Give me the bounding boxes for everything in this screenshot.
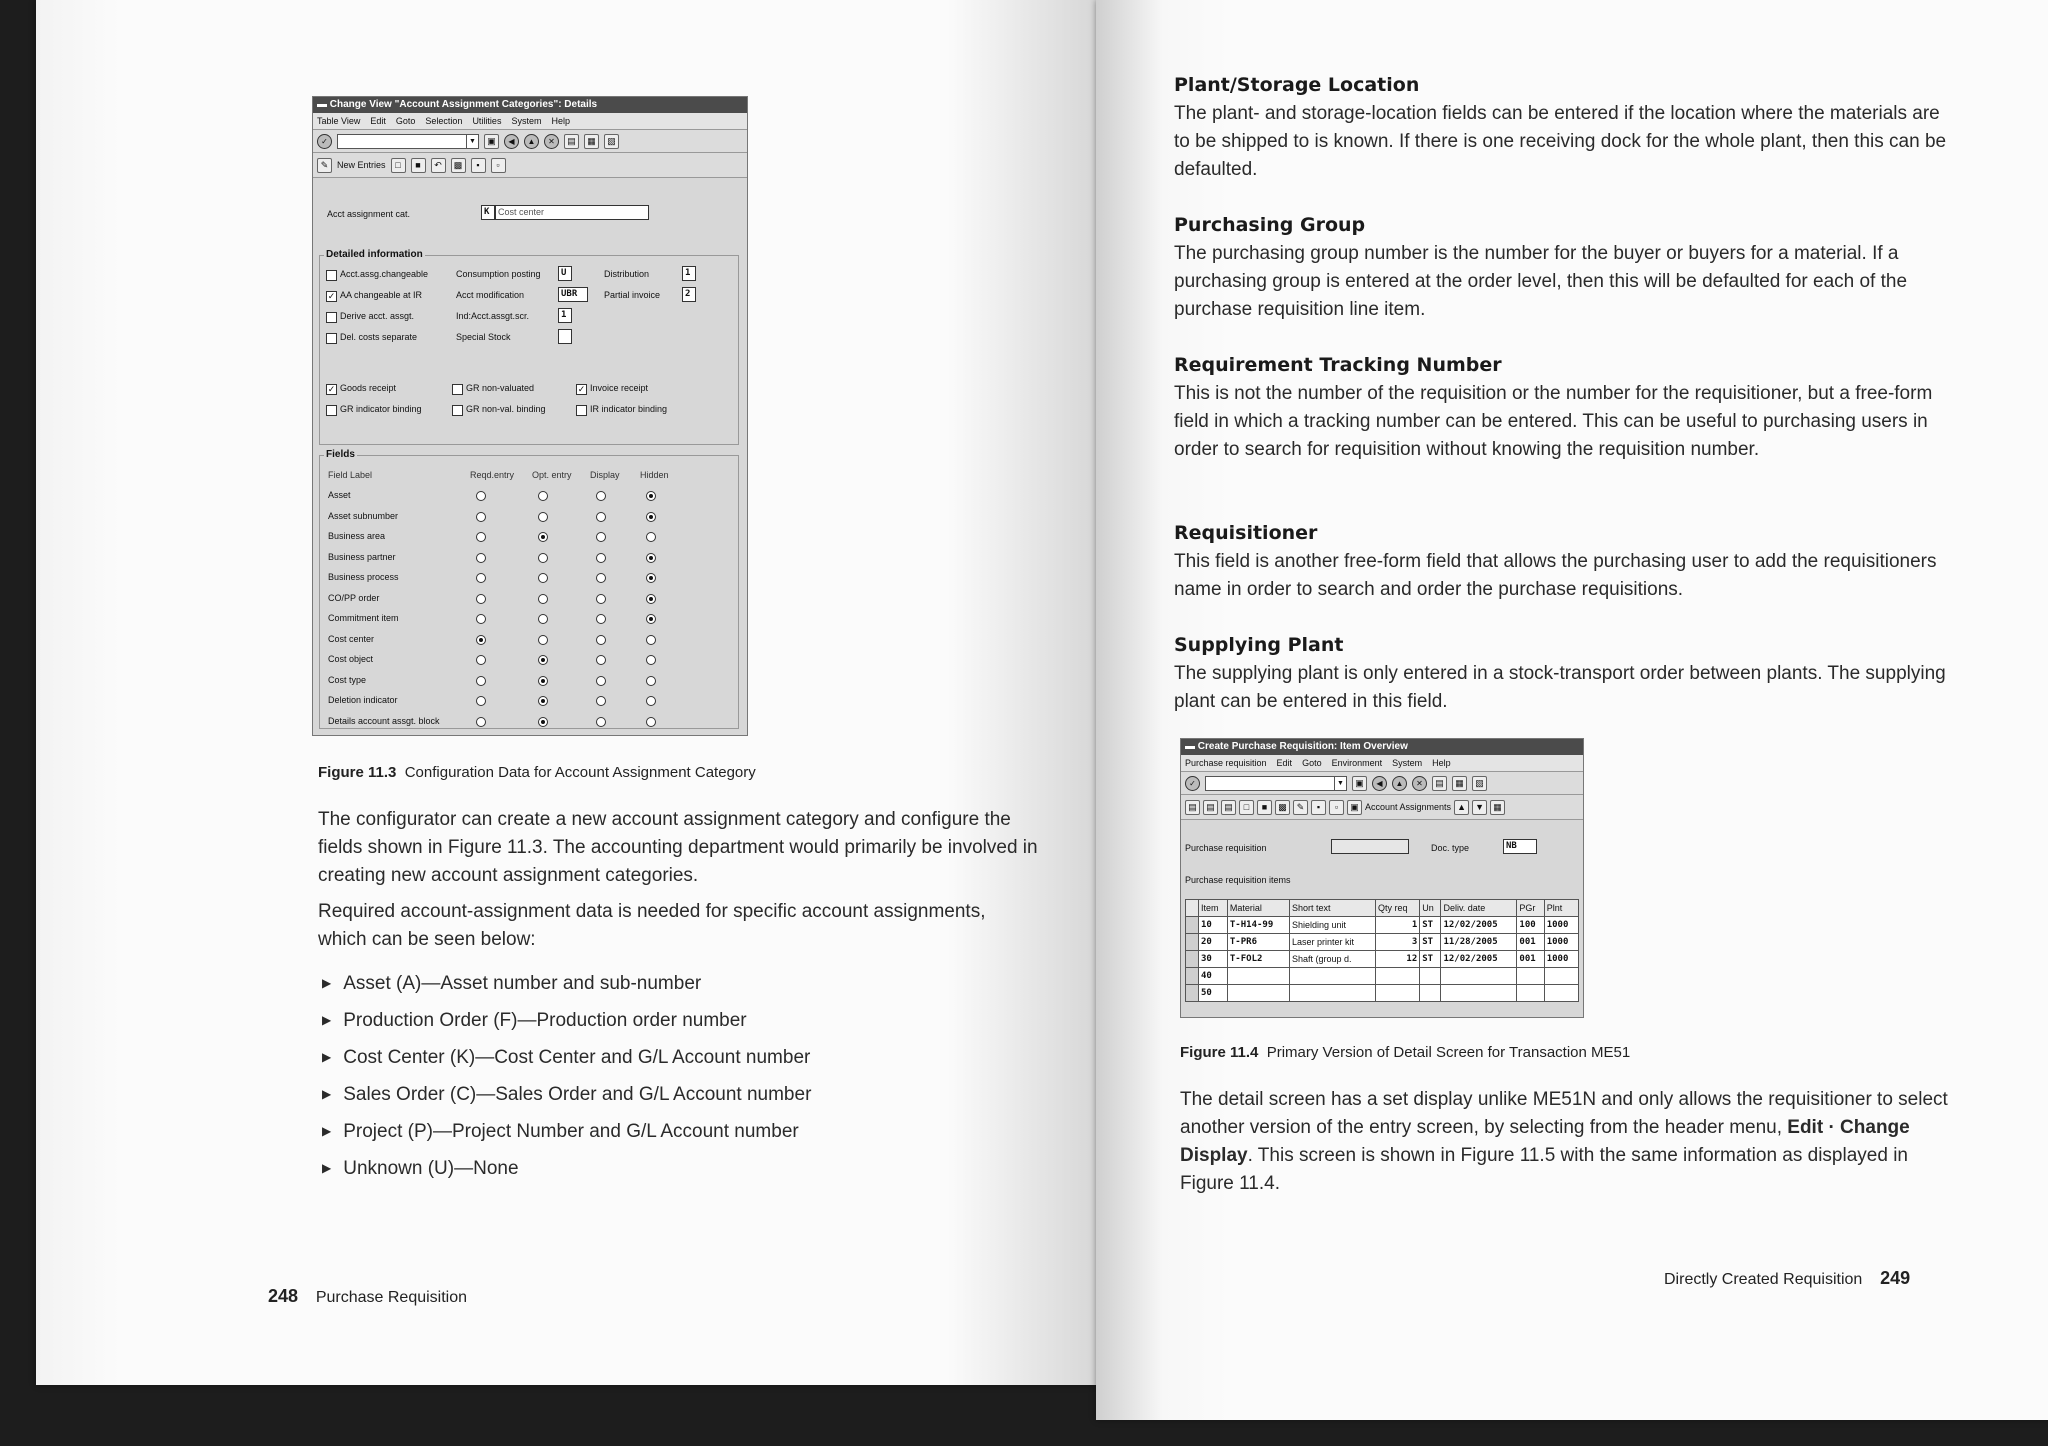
field-row-label: Business process xyxy=(328,572,399,582)
standard-toolbar xyxy=(313,130,747,153)
table-cell[interactable] xyxy=(1517,985,1544,1002)
field-row-label: Cost center xyxy=(328,633,375,644)
closing-text-start: The detail screen has a set display unlike ME51N and only allows the requisitioner to select another version of the entry screen, by selecting from the header menu, xyxy=(1180,1089,1948,1138)
radio-button[interactable] xyxy=(596,532,606,542)
menu-bar xyxy=(1181,755,1583,772)
field-label: Distribution xyxy=(604,269,650,279)
checkbox[interactable]: ✓ xyxy=(327,384,336,394)
menu-item[interactable]: Utilities xyxy=(472,116,502,126)
radio-button[interactable] xyxy=(646,655,656,665)
column-header: Material xyxy=(1227,900,1289,917)
checkbox[interactable] xyxy=(326,312,337,323)
field-label: Acct modification xyxy=(456,290,525,300)
column-header: Reqd.entry xyxy=(470,470,515,480)
table-cell[interactable]: T-PR6 xyxy=(1227,934,1289,951)
section-heading: Purchasing Group xyxy=(1174,214,1366,236)
field-value[interactable] xyxy=(558,329,572,344)
caption-text: Configuration Data for Account Assignment Category xyxy=(404,764,756,781)
radio-button[interactable] xyxy=(476,614,486,624)
checkbox-label: Invoice receipt xyxy=(590,383,649,393)
table-cell[interactable]: Laser printer kit xyxy=(1289,934,1375,951)
table-cell[interactable]: Shaft (group d. xyxy=(1289,951,1375,968)
radio-button[interactable] xyxy=(476,655,486,665)
field-value[interactable]: 1 xyxy=(682,266,696,281)
section-text: This is not the number of the requisition or the number for the requisitioner, but a free-form field in which a tracking number can be entered. This can be useful to purchasing users in order to search for requisition without knowing the requisition number. xyxy=(1174,383,1933,460)
radio-button[interactable] xyxy=(646,553,656,563)
radio-button[interactable] xyxy=(646,717,656,727)
fields-group xyxy=(319,449,739,729)
table-cell[interactable]: 12/02/2005 xyxy=(1441,951,1517,968)
delete-icon[interactable]: ■ xyxy=(411,158,426,173)
table-cell[interactable]: 50 xyxy=(1199,985,1228,1002)
radio-button[interactable] xyxy=(646,614,656,624)
app-toolbar xyxy=(1181,795,1583,820)
column-header: Item xyxy=(1199,900,1228,917)
checkbox-label: Acct.assg.changeable xyxy=(340,269,429,279)
select-column-header[interactable] xyxy=(1186,900,1199,917)
purchase-requisition-field[interactable] xyxy=(1331,839,1409,854)
find-next-icon[interactable]: ▧ xyxy=(604,134,619,149)
layout-icon[interactable]: ▦ xyxy=(1490,800,1505,815)
table-row[interactable] xyxy=(1186,934,1579,951)
menu-item[interactable]: Goto xyxy=(1302,758,1322,768)
table-cell[interactable]: 1000 xyxy=(1544,934,1578,951)
column-header: Field Label xyxy=(328,470,373,480)
radio-button[interactable] xyxy=(538,635,548,645)
field-row-label: Asset xyxy=(328,490,351,500)
radio-button[interactable] xyxy=(646,532,656,542)
left-folio xyxy=(268,1286,467,1307)
exit-icon[interactable]: ▲ xyxy=(524,134,539,149)
checkbox-label: GR non-valuated xyxy=(466,383,535,393)
print-icon[interactable]: ▤ xyxy=(1432,776,1447,791)
dropdown-icon[interactable]: ▼ xyxy=(466,135,478,148)
radio-button[interactable] xyxy=(538,717,548,727)
column-header: Deliv. date xyxy=(1441,900,1517,917)
window-title: ▬ Change View "Account Assignment Categories": Details xyxy=(313,97,747,113)
new-entries-button[interactable]: New Entries xyxy=(337,160,386,170)
radio-button[interactable] xyxy=(538,532,548,542)
radio-button[interactable] xyxy=(538,655,548,665)
radio-button[interactable] xyxy=(476,594,486,604)
table-cell[interactable]: 001 xyxy=(1517,951,1544,968)
table-cell[interactable]: 100 xyxy=(1517,917,1544,934)
list-item: ▶ Production Order (F)—Production order number xyxy=(322,1003,1042,1040)
table-cell[interactable]: 10 xyxy=(1199,917,1228,934)
checkbox-label: Derive acct. assgt. xyxy=(340,311,415,321)
menu-item[interactable]: Selection xyxy=(425,116,463,126)
caption-label: Figure 11.4 xyxy=(1180,1044,1259,1061)
print-icon[interactable]: ▤ xyxy=(564,134,579,149)
caption-text: Primary Version of Detail Screen for Transaction ME51 xyxy=(1266,1044,1631,1061)
row-selector[interactable] xyxy=(1186,917,1199,934)
column-header: Qty req xyxy=(1375,900,1419,917)
deselect-icon[interactable]: ▫ xyxy=(491,158,506,173)
menu-bar xyxy=(313,113,747,130)
back-icon[interactable]: ◀ xyxy=(504,134,519,149)
header-icon[interactable]: ▤ xyxy=(1185,800,1200,815)
table-cell[interactable] xyxy=(1289,968,1375,985)
table-cell[interactable]: T-H14-99 xyxy=(1227,917,1289,934)
field-value[interactable]: UBR xyxy=(558,287,588,302)
radio-button[interactable] xyxy=(476,696,486,706)
list-item: ▶ Unknown (U)—None xyxy=(322,1151,1042,1188)
field-row-label: Cost object xyxy=(328,654,374,664)
list-item: ▶ Asset (A)—Asset number and sub-number xyxy=(322,966,1042,1003)
save-icon[interactable]: ▣ xyxy=(484,134,499,149)
radio-button[interactable] xyxy=(646,573,656,583)
exit-icon[interactable]: ▲ xyxy=(1392,776,1407,791)
menu-item[interactable]: Edit xyxy=(370,116,386,126)
menu-item[interactable]: Help xyxy=(1432,758,1451,768)
enter-icon[interactable]: ✓ xyxy=(1185,776,1200,791)
change-icon[interactable]: ✎ xyxy=(317,158,332,173)
table-cell[interactable]: 1000 xyxy=(1544,951,1578,968)
figure-11-3-window xyxy=(312,96,748,736)
checkbox[interactable]: ✓ xyxy=(577,384,586,394)
field-label: Consumption posting xyxy=(456,269,541,279)
table-cell[interactable]: 30 xyxy=(1199,951,1228,968)
radio-button[interactable] xyxy=(538,614,548,624)
column-header: Opt. entry xyxy=(532,470,572,480)
column-header: Plnt xyxy=(1544,900,1578,917)
table-cell[interactable]: 1 xyxy=(1375,917,1419,934)
checkbox-label: GR indicator binding xyxy=(340,404,422,414)
table-cell[interactable]: 1000 xyxy=(1544,917,1578,934)
table-cell[interactable]: 12/02/2005 xyxy=(1441,917,1517,934)
field-label: Ind:Acct.assgt.scr. xyxy=(456,311,530,321)
hierarchy-icon[interactable]: ▲ xyxy=(1454,800,1469,815)
row-selector[interactable] xyxy=(1186,985,1199,1002)
chart-icon[interactable]: ▫ xyxy=(1329,800,1344,815)
checkbox[interactable] xyxy=(452,384,463,395)
command-field[interactable] xyxy=(1205,776,1347,791)
table-row[interactable] xyxy=(1186,917,1579,934)
field-row-label: CO/PP order xyxy=(328,592,380,603)
checkbox-label: Goods receipt xyxy=(340,383,397,393)
radio-button[interactable] xyxy=(646,676,656,686)
radio-button[interactable] xyxy=(646,635,656,645)
radio-button[interactable] xyxy=(596,655,606,665)
radio-button[interactable] xyxy=(596,717,606,727)
edit-icon[interactable]: ✎ xyxy=(1293,800,1308,815)
table-cell[interactable] xyxy=(1375,985,1419,1002)
column-header: Short text xyxy=(1289,900,1375,917)
fields-title: Fields xyxy=(326,449,355,460)
radio-button[interactable] xyxy=(596,491,606,501)
radio-button[interactable] xyxy=(476,717,486,727)
table-cell[interactable] xyxy=(1420,985,1441,1002)
field-row-label: Cost type xyxy=(328,674,367,685)
section-heading: Requisitioner xyxy=(1174,522,1318,544)
radio-button[interactable] xyxy=(538,676,548,686)
field-value[interactable]: U xyxy=(558,266,572,281)
column-header: PGr xyxy=(1517,900,1544,917)
table-cell[interactable]: T-FOL2 xyxy=(1227,951,1289,968)
checkbox-label: GR non-val. binding xyxy=(466,404,546,414)
checkbox-label: IR indicator binding xyxy=(590,404,668,414)
section-text: The plant- and storage-location fields can be entered if the location where the materials are to be shipped to is known. If there is one receiving dock for the whole plant, then this can be defaulted. xyxy=(1174,103,1947,180)
window-title: ▬ Create Purchase Requisition: Item Overview xyxy=(1181,739,1583,755)
paragraph-1: The configurator can create a new account assignment category and configure the fields shown in Figure 11.3. The accounting department would primarily be involved in creating new account assignment categories. xyxy=(318,809,1038,886)
menu-item[interactable]: Edit xyxy=(1276,758,1293,768)
radio-button[interactable] xyxy=(596,614,606,624)
cancel-icon[interactable]: ✕ xyxy=(1412,776,1427,791)
section-heading: Plant/Storage Location xyxy=(1174,74,1420,96)
list-item: ▶ Cost Center (K)—Cost Center and G/L Account number xyxy=(322,1040,1042,1077)
checkbox-label: Del. costs separate xyxy=(340,332,418,342)
table-cell[interactable]: ST xyxy=(1420,951,1441,968)
radio-button[interactable] xyxy=(476,573,486,583)
table-row[interactable] xyxy=(1186,985,1579,1002)
table-cell[interactable] xyxy=(1517,968,1544,985)
checkbox[interactable]: ✓ xyxy=(327,291,336,301)
right-page xyxy=(1096,0,2048,1420)
menu-item[interactable]: System xyxy=(511,116,542,126)
copy-icon[interactable]: ▩ xyxy=(1275,800,1290,815)
item-icon[interactable]: ▤ xyxy=(1203,800,1218,815)
table-cell[interactable] xyxy=(1420,968,1441,985)
paragraph-2: Required account-assignment data is needed for specific account assignments, which can be seen below: xyxy=(318,901,986,950)
radio-button[interactable] xyxy=(538,491,548,501)
detailed-information-title: Detailed information xyxy=(326,249,423,260)
closing-paragraph xyxy=(1180,1086,1960,1198)
section-text: This field is another free-form field that allows the purchasing user to add the requisitioners name in order to search and order the purchase requisitions. xyxy=(1174,551,1937,600)
page-number: 248 xyxy=(268,1286,299,1306)
list-item: ▶ Project (P)—Project Number and G/L Account number xyxy=(322,1114,1042,1151)
field-label: Partial invoice xyxy=(604,290,661,300)
radio-button[interactable] xyxy=(538,553,548,563)
right-folio xyxy=(1664,1268,1910,1289)
checkbox[interactable] xyxy=(326,333,337,344)
section-text: The purchasing group number is the number for the buyer or buyers for a material. If a purchasing group is entered at the order level, then this will be defaulted for each of the purchase requisition line item. xyxy=(1174,243,1908,320)
closing-text-end: . This screen is shown in Figure 11.5 with the same information as displayed in Figure 11.4. xyxy=(1180,1145,1908,1194)
radio-button[interactable] xyxy=(476,512,486,522)
table-cell[interactable]: 001 xyxy=(1517,934,1544,951)
acct-assignment-label: Acct assignment cat. xyxy=(327,209,411,219)
radio-button[interactable] xyxy=(538,594,548,604)
field-label: Special Stock xyxy=(456,332,511,342)
radio-button[interactable] xyxy=(596,696,606,706)
radio-button[interactable] xyxy=(646,512,656,522)
table-cell[interactable] xyxy=(1441,968,1517,985)
figure-11-4-caption xyxy=(1180,1044,1630,1061)
checkbox[interactable] xyxy=(326,405,337,416)
page-number: 249 xyxy=(1880,1268,1911,1288)
filter-icon[interactable]: ▼ xyxy=(1472,800,1487,815)
radio-button[interactable] xyxy=(538,512,548,522)
assignment-list xyxy=(322,966,1042,1188)
table-cell[interactable] xyxy=(1441,985,1517,1002)
list-item: ▶ Sales Order (C)—Sales Order and G/L Account number xyxy=(322,1077,1042,1114)
checkbox[interactable] xyxy=(576,405,587,416)
table-cell[interactable]: ST xyxy=(1420,917,1441,934)
radio-button[interactable] xyxy=(596,594,606,604)
radio-button[interactable] xyxy=(596,635,606,645)
field-row-label: Business area xyxy=(328,531,386,541)
field-row-label: Asset subnumber xyxy=(328,510,399,521)
app-toolbar xyxy=(313,153,747,178)
doc-type-label: Doc. type xyxy=(1431,843,1470,853)
radio-button[interactable] xyxy=(646,491,656,501)
table-header-row xyxy=(1186,900,1579,917)
radio-button[interactable] xyxy=(476,676,486,686)
account-assignments-icon[interactable]: ▣ xyxy=(1347,800,1362,815)
section-heading: Requirement Tracking Number xyxy=(1174,354,1502,376)
row-selector[interactable] xyxy=(1186,934,1199,951)
table-cell[interactable]: Shielding unit xyxy=(1289,917,1375,934)
menu-item[interactable]: Purchase requisition xyxy=(1185,758,1267,768)
section-text: The supplying plant is only entered in a stock-transport order between plants. The supplying plant can be entered in this field. xyxy=(1174,663,1946,712)
table-cell[interactable]: 12 xyxy=(1375,951,1419,968)
column-header: Hidden xyxy=(640,470,669,480)
back-icon[interactable]: ◀ xyxy=(1372,776,1387,791)
account-assignments-button[interactable]: Account Assignments xyxy=(1365,802,1452,812)
sources-icon[interactable]: ▪ xyxy=(1311,800,1326,815)
radio-button[interactable] xyxy=(596,512,606,522)
row-selector[interactable] xyxy=(1186,951,1199,968)
menu-item[interactable]: Table View xyxy=(317,116,361,126)
row-selector[interactable] xyxy=(1186,968,1199,985)
radio-button[interactable] xyxy=(538,573,548,583)
table-row[interactable] xyxy=(1186,951,1579,968)
field-row-label: Commitment item xyxy=(328,613,399,623)
command-field[interactable] xyxy=(337,134,479,149)
find-icon[interactable]: ▦ xyxy=(1452,776,1467,791)
undo-icon[interactable]: ↶ xyxy=(431,158,446,173)
new-icon[interactable]: □ xyxy=(1239,800,1254,815)
table-cell[interactable]: 40 xyxy=(1199,968,1228,985)
detail-icon[interactable]: ▤ xyxy=(1221,800,1236,815)
table-cell[interactable] xyxy=(1544,985,1578,1002)
radio-button[interactable] xyxy=(476,532,486,542)
dropdown-icon[interactable]: ▼ xyxy=(1334,777,1346,790)
radio-button[interactable] xyxy=(646,594,656,604)
acct-assignment-code[interactable]: K xyxy=(481,205,495,220)
caption-label: Figure 11.3 xyxy=(318,764,397,781)
checkbox[interactable] xyxy=(452,405,463,416)
checkbox[interactable] xyxy=(326,270,337,281)
table-cell[interactable] xyxy=(1375,968,1419,985)
radio-button[interactable] xyxy=(476,553,486,563)
items-label: Purchase requisition items xyxy=(1185,875,1291,885)
table-cell[interactable]: ST xyxy=(1420,934,1441,951)
table-cell[interactable]: 3 xyxy=(1375,934,1419,951)
section-heading: Supplying Plant xyxy=(1174,634,1344,656)
menu-item[interactable]: System xyxy=(1392,758,1423,768)
table-cell[interactable]: 20 xyxy=(1199,934,1228,951)
field-row-label: Deletion indicator xyxy=(328,695,398,705)
field-value[interactable]: 2 xyxy=(682,287,696,302)
menu-item[interactable]: Goto xyxy=(395,116,416,126)
column-header: Un xyxy=(1420,900,1441,917)
table-cell[interactable] xyxy=(1544,968,1578,985)
menu-path: Edit · Change Display xyxy=(1180,1117,1910,1166)
field-row-label: Business partner xyxy=(328,551,396,562)
left-page xyxy=(36,0,1096,1385)
radio-button[interactable] xyxy=(476,491,486,501)
copy-icon[interactable]: □ xyxy=(391,158,406,173)
acct-assignment-value[interactable]: Cost center xyxy=(495,205,649,220)
radio-button[interactable] xyxy=(538,696,548,706)
figure-11-4-window xyxy=(1180,738,1584,1018)
field-value[interactable]: 1 xyxy=(558,308,572,323)
menu-item[interactable]: Environment xyxy=(1331,758,1383,768)
running-head: Directly Created Requisition xyxy=(1664,1271,1863,1288)
save-icon[interactable]: ▣ xyxy=(1352,776,1367,791)
table-cell[interactable] xyxy=(1227,968,1289,985)
radio-button[interactable] xyxy=(596,553,606,563)
radio-button[interactable] xyxy=(646,696,656,706)
table-cell[interactable] xyxy=(1289,985,1375,1002)
checkbox-label: AA changeable at IR xyxy=(340,290,423,300)
running-head: Purchase Requisition xyxy=(315,1289,468,1306)
items-table xyxy=(1185,899,1579,1002)
standard-toolbar xyxy=(1181,772,1583,795)
cancel-icon[interactable]: ✕ xyxy=(544,134,559,149)
select-block-icon[interactable]: ▪ xyxy=(471,158,486,173)
field-row-label: Details account assgt. block xyxy=(328,715,440,726)
radio-button[interactable] xyxy=(476,635,486,645)
column-header: Display xyxy=(590,470,620,480)
radio-button[interactable] xyxy=(596,573,606,583)
doc-type-field[interactable]: NB xyxy=(1503,839,1537,854)
purchase-requisition-label: Purchase requisition xyxy=(1185,843,1267,853)
find-next-icon[interactable]: ▧ xyxy=(1472,776,1487,791)
table-cell[interactable]: 11/28/2005 xyxy=(1441,934,1517,951)
radio-button[interactable] xyxy=(596,676,606,686)
trash-icon[interactable]: ■ xyxy=(1257,800,1272,815)
find-icon[interactable]: ▦ xyxy=(584,134,599,149)
figure-11-3-caption xyxy=(318,764,756,781)
table-row[interactable] xyxy=(1186,968,1579,985)
enter-icon[interactable]: ✓ xyxy=(317,134,332,149)
detailed-information-group xyxy=(319,249,739,445)
select-all-icon[interactable]: ▩ xyxy=(451,158,466,173)
table-cell[interactable] xyxy=(1227,985,1289,1002)
menu-item[interactable]: Help xyxy=(551,116,570,126)
